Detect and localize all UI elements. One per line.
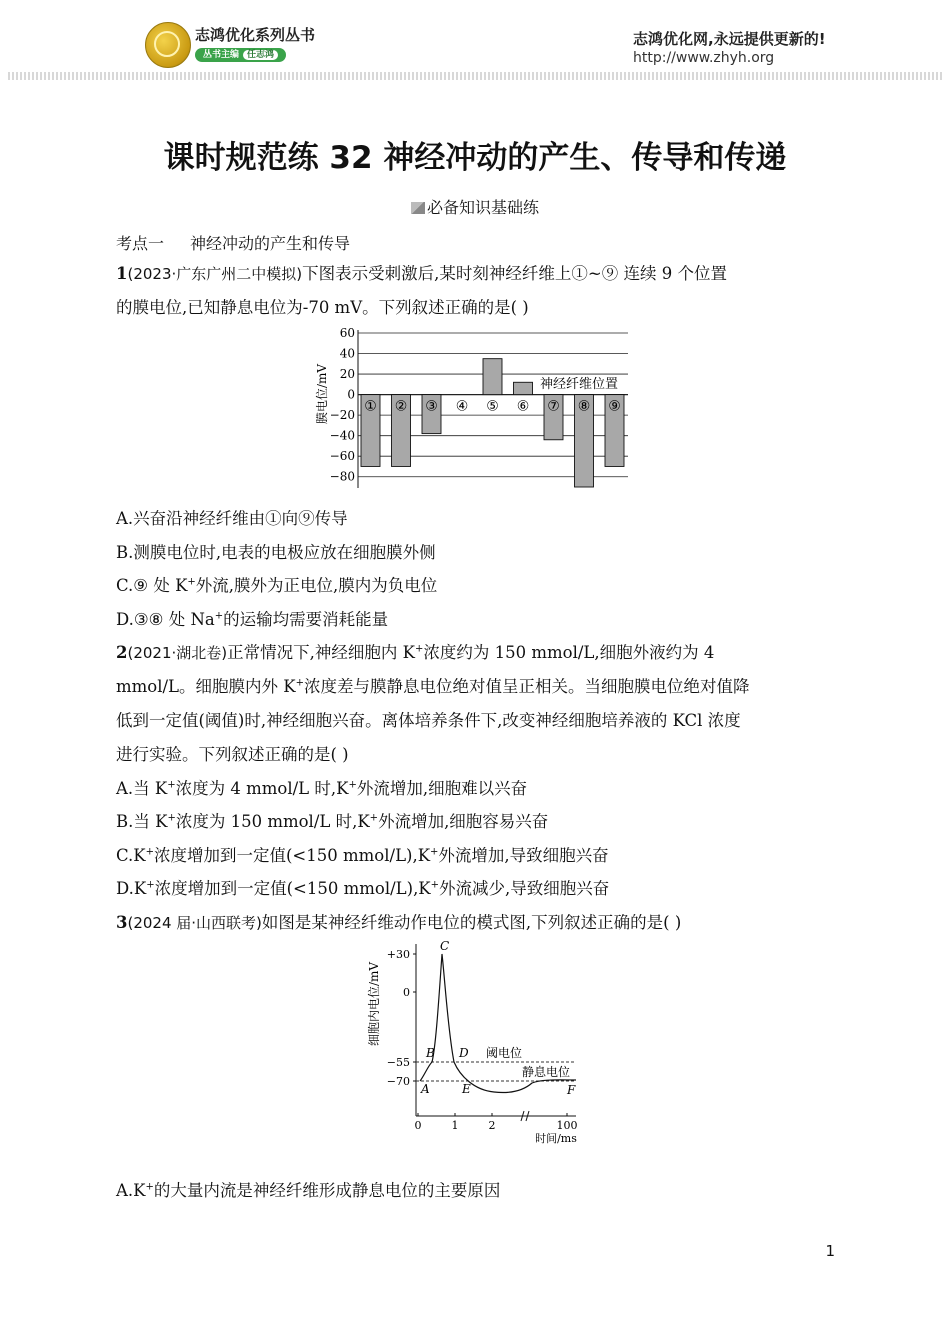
page-title: 课时规范练 32 神经冲动的产生、传导和传递: [163, 140, 787, 176]
q1-stem-line1: [116, 262, 727, 286]
q2-stem-line4: 进行实验。下列叙述正确的是( ): [116, 745, 349, 764]
section-marker-icon: [411, 202, 425, 214]
point-c-label: C: [440, 939, 450, 953]
page-number: 1: [825, 1242, 835, 1260]
chart2-ytick-label: +30: [386, 948, 410, 961]
chart1-bar: [483, 359, 502, 395]
chart1-ytick-label: 0: [347, 387, 355, 402]
chart2-ytick-label: −55: [386, 1056, 410, 1069]
chart1-category-label: ②: [394, 398, 408, 415]
chart1-category-label: ⑦: [547, 398, 560, 415]
q1-stem: 下图表示受刺激后,某时刻神经纤维上①~⑨ 连续 9 个位置: [302, 264, 727, 283]
chart1-category-label: ⑤: [486, 398, 499, 415]
chart2-xtick-label: 100: [556, 1119, 578, 1132]
q3-source: (2024 届·山西联考): [127, 914, 262, 932]
q1-stem-line2: 的膜电位,已知静息电位为-70 mV。下列叙述正确的是( ): [116, 298, 529, 317]
editor-label: 丛书主编: [203, 50, 240, 60]
resting-label: 静息电位: [522, 1065, 571, 1079]
membrane-potential-chart: [315, 324, 634, 494]
chart1-ytick-label: 40: [339, 346, 355, 361]
point-d-label: D: [459, 1046, 469, 1060]
section-label: 必备知识基础练: [426, 198, 539, 217]
q2-option-d[interactable]: D.K+浓度增加到一定值(<150 mmol/L),K+外流减少,导致细胞兴奋: [116, 879, 610, 898]
topic-label: 考点一: [116, 234, 165, 253]
point-b-label: B: [426, 1046, 435, 1060]
q1-option-d[interactable]: D.③⑧ 处 Na+的运输均需要消耗能量: [116, 610, 389, 629]
q2-option-a[interactable]: A.当 K+浓度为 4 mmol/L 时,K+外流增加,细胞难以兴奋: [116, 779, 528, 798]
editor-name: 任志鸿: [243, 50, 278, 60]
chart2-xtick-label: 1: [451, 1119, 459, 1132]
q2-option-b[interactable]: B.当 K+浓度为 150 mmol/L 时,K+外流增加,细胞容易兴奋: [116, 812, 549, 831]
chart1-ytick-label: −80: [329, 469, 355, 484]
chart2-xtick-label: 2: [488, 1119, 496, 1132]
q2-option-c[interactable]: C.K+浓度增加到一定值(<150 mmol/L),K+外流增加,导致细胞兴奋: [116, 846, 609, 865]
chart2-ylabel: 细胞内电位/mV: [367, 961, 381, 1047]
chart1-bar: [514, 382, 533, 394]
q3-option-a[interactable]: A.K+的大量内流是神经纤维形成静息电位的主要原因: [116, 1181, 501, 1200]
q2-number: 2: [116, 643, 128, 662]
topic-text: 神经冲动的产生和传导: [190, 234, 351, 253]
chart2-xtick-label: 0: [414, 1119, 422, 1132]
q2-stem-line2: mmol/L。细胞膜内外 K+浓度差与膜静息电位绝对值呈正相关。当细胞膜电位绝对值降: [116, 677, 750, 696]
site-url[interactable]: http://www.zhyh.org: [633, 50, 775, 66]
chart1-ytick-label: 60: [339, 326, 355, 340]
chart1-annotation: 神经纤维位置: [540, 377, 619, 392]
q1-option-a[interactable]: A.兴奋沿神经纤维由①向⑨传导: [116, 509, 348, 528]
point-f-label: F: [567, 1083, 576, 1097]
section-heading: [0, 195, 950, 218]
q2-stem-line3: 低到一定值(阈值)时,神经细胞兴奋。离体培养条件下,改变神经细胞培养液的 KCl 浓度: [116, 711, 741, 730]
q1-source: (2023·广东广州二中模拟): [127, 265, 303, 283]
action-potential-chart: [364, 936, 586, 1148]
q1-number: 1: [116, 264, 128, 283]
chart1-category-label: ④: [455, 398, 469, 415]
topic-heading: [116, 231, 350, 254]
editor-badge: [195, 48, 286, 62]
chart1-ytick-label: 20: [339, 367, 355, 382]
chart1-category-label: ⑨: [608, 398, 621, 415]
q1-option-b[interactable]: B.测膜电位时,电表的电极应放在细胞膜外侧: [116, 543, 436, 562]
slogan: 志鸿优化网,永远提供更新的!: [633, 30, 826, 48]
header-divider: [8, 72, 942, 80]
chart1-ytick-label: −20: [329, 408, 355, 423]
q2-source: (2021·湖北卷): [127, 644, 228, 662]
series-title: 志鸿优化系列丛书: [195, 26, 316, 44]
q3-number: 3: [116, 913, 128, 932]
q1-option-c[interactable]: C.⑨ 处 K+外流,膜外为正电位,膜内为负电位: [116, 576, 438, 595]
chart1-ytick-label: −60: [329, 449, 355, 464]
threshold-label: 阈电位: [486, 1046, 523, 1060]
chart1-ytick-label: −40: [329, 428, 355, 443]
point-a-label: A: [421, 1082, 430, 1096]
chart1-category-label: ③: [425, 398, 438, 415]
chart1-category-label: ⑥: [516, 398, 530, 415]
chart1-ylabel: 膜电位/mV: [315, 363, 329, 425]
logo-emblem: [145, 22, 191, 68]
point-e-label: E: [462, 1082, 471, 1096]
chart1-category-label: ⑧: [577, 398, 591, 415]
chart2-ytick-label: 0: [403, 986, 410, 999]
q3-stem: 3(2024 届·山西联考)如图是某神经纤维动作电位的模式图,下列叙述正确的是( ): [116, 913, 682, 932]
chart1-category-label: ①: [364, 398, 377, 415]
chart2-ytick-label: −70: [386, 1075, 410, 1088]
q2-stem-line1: 2(2021·湖北卷)正常情况下,神经细胞内 K+浓度约为 150 mmol/L,细胞外液约为 4: [116, 643, 715, 662]
chart2-xlabel: 时间/ms: [535, 1132, 577, 1145]
